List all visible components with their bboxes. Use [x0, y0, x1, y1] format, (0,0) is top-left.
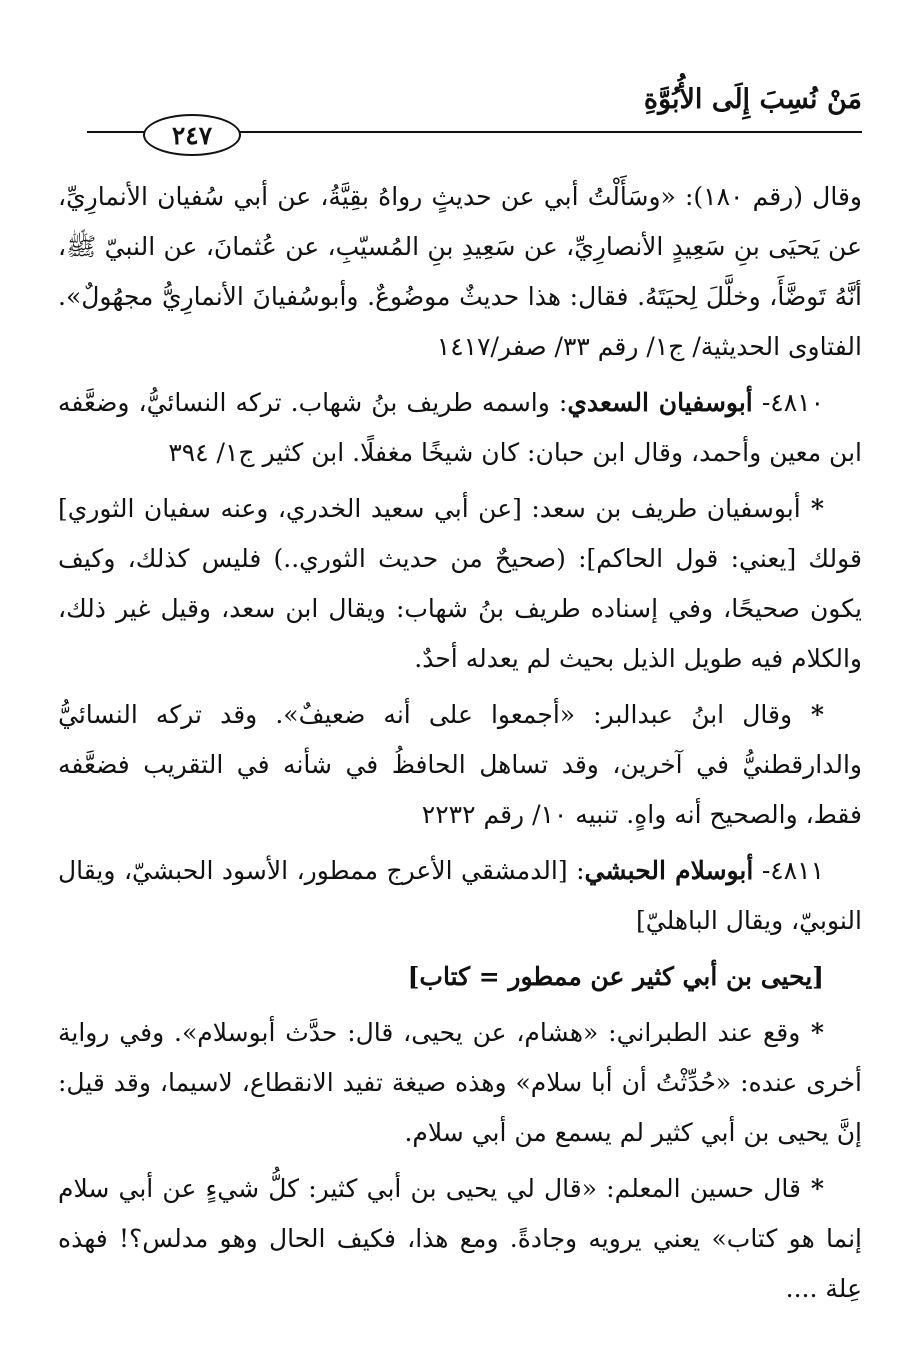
- asterisk-marker: *: [801, 1174, 825, 1203]
- paragraph: [58, 172, 862, 372]
- paragraph-text: وقال (رقم ١٨٠): «وسَأَلْتُ أبي عن حديثٍ رواهُ بقِيَّةُ، عن أبي سُفيان الأنمارِيِّ، عن يَحيَى بنِ سَعِيدٍ الأنصارِيِّ، عن سَعِيدِ بنِ المُسيّبِ، عن عُثمانَ، عن النبيّ ﷺ، أنَّهُ تَوضَّأَ، وخلَّلَ لِحيَتَهُ. فقال: هذا حديثٌ موضُوعٌ. وأبوسُفيانَ الأنمارِيُّ مجهُولٌ». الفتاوى الحديثية/ ج١/ رقم ٣٣/ صفر/١٤١٧: [58, 182, 862, 361]
- note-text: وقال ابنُ عبدالبر: «أجمعوا على أنه ضعيفٌ». وقد تركه النسائيُّ والدارقطنيُّ في آخرين، وقد تساهل الحافظُ في شأنه في التقريب فضعَّفه فقط، والصحيح أنه واهٍ. تنبيه ١٠/ رقم ٢٢٣٢: [58, 700, 862, 829]
- page-number: ٢٤٧: [171, 120, 213, 150]
- entry-text: : واسمه طريف بنُ شهاب. تركه النسائيُّ، وضعَّفه ابن معين وأحمد، وقال ابن حبان: كان شيخًا مغفلًا. ابن كثير ج١/ ٣٩٤: [58, 388, 862, 467]
- note-paragraph: [58, 1008, 862, 1158]
- entry-name: أبوسفيان السعدي: [567, 388, 753, 417]
- asterisk-marker: *: [792, 700, 824, 729]
- section-heading-text: [يحيى بن أبي كثير عن ممطور = كتاب]: [407, 962, 824, 991]
- note-paragraph: [58, 1164, 862, 1314]
- note-paragraph: [58, 484, 862, 684]
- asterisk-marker: *: [800, 494, 824, 523]
- running-head-title: مَنْ نُسِبَ إِلَى الأُبُوَّةِ: [643, 84, 862, 115]
- entry-text: : [الدمشقي الأعرج ممطور، الأسود الحبشيّ، ويقال النوبيّ، ويقال الباهليّ]: [58, 856, 862, 935]
- note-paragraph: [58, 690, 862, 840]
- note-text: وقع عند الطبراني: «هشام، عن يحيى، قال: حدَّث أبوسلام». وفي رواية أخرى عنده: «حُدِّثْتُ أن أبا سلام» وهذه صيغة تفيد الانقطاع، لاسيما، وقد قيل: إنَّ يحيى بن أبي كثير لم يسمع من أبي سلام.: [58, 1018, 862, 1147]
- asterisk-marker: *: [800, 1018, 824, 1047]
- entry-paragraph: [58, 846, 862, 946]
- entry-paragraph: [58, 378, 862, 478]
- note-text: أبوسفيان طريف بن سعد: [عن أبي سعيد الخدري، وعنه سفيان الثوري] قولك [يعني: قول الحاكم]: (صحيحٌ من حديث الثوري..) فليس كذلك، وكيف يكون صحيحًا، وفي إسناده طريف بنُ شهاب: ويقال ابن سعد، وقيل غير ذلك، والكلام فيه طويل الذيل بحيث لم يعدله أحدٌ.: [58, 494, 862, 673]
- page-number-oval: [143, 114, 241, 156]
- page-body: [58, 172, 862, 1320]
- section-heading: [58, 952, 862, 1002]
- note-text: قال حسين المعلم: «قال لي يحيى بن أبي كثير: كلُّ شيءٍ عن أبي سلام إنما هو كتاب» يعني يرويه وجادةً. ومع هذا، فكيف الحال وهو مدلس؟! فهذه عِلة ....: [58, 1174, 862, 1303]
- entry-number: ٤٨١٠-: [752, 388, 824, 417]
- entry-number: ٤٨١١-: [753, 856, 824, 885]
- entry-name: أبوسلام الحبشي: [584, 856, 754, 885]
